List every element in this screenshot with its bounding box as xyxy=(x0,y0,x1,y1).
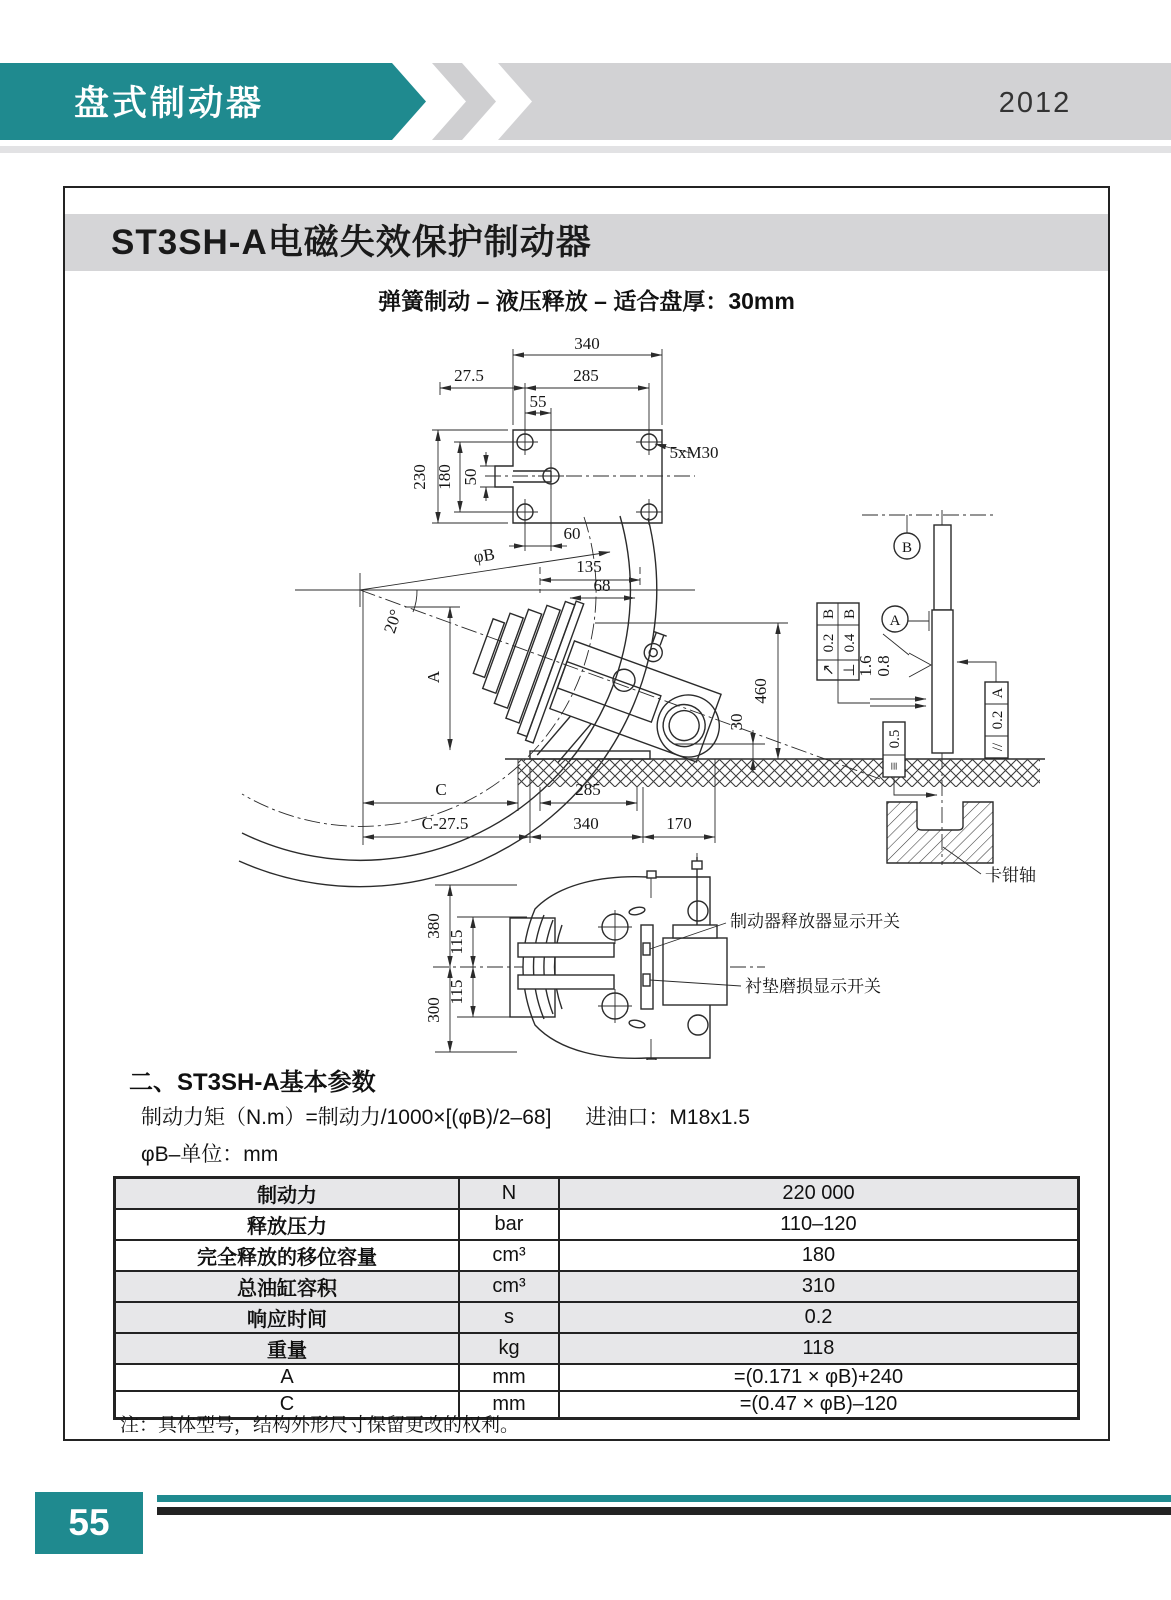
table-row xyxy=(115,1178,1079,1210)
axle-label: 卡钳轴 xyxy=(985,866,1036,885)
param-name: C xyxy=(115,1391,460,1419)
perpendicularity-value: 0.4 xyxy=(842,633,858,653)
param-name: 释放压力 xyxy=(115,1209,460,1240)
param-value: 180 xyxy=(559,1240,1079,1271)
perpendicularity-symbol: ⊥ xyxy=(842,663,858,677)
param-unit: s xyxy=(459,1302,559,1333)
dim-135: 135 xyxy=(576,557,602,576)
dim-C: C xyxy=(435,780,447,799)
mounting-plate-outline xyxy=(495,430,662,523)
parallelism-datum: A xyxy=(990,687,1006,699)
dim-60: 60 xyxy=(563,524,581,543)
page-title: ST3SH-A电磁失效保护制动器 xyxy=(111,223,592,262)
formula-line xyxy=(141,1101,750,1131)
dim-340: 340 xyxy=(574,334,600,353)
extension-lines xyxy=(435,885,527,1052)
switch-bracket xyxy=(641,925,653,1009)
dim-285: 285 xyxy=(573,366,599,385)
dim-angle: 20° xyxy=(380,607,406,636)
front-view xyxy=(424,853,900,1060)
dim-55: 55 xyxy=(529,392,547,411)
tolerance-frame-runout-perp xyxy=(817,603,859,680)
param-value: 0.2 xyxy=(559,1302,1079,1333)
pad-rail-top xyxy=(518,943,614,957)
dim-300: 300 xyxy=(424,997,443,1023)
year-label: 2012 xyxy=(998,87,1072,119)
table-row xyxy=(115,1364,1079,1391)
runout-symbol: ↗ xyxy=(821,663,837,677)
disc-section-lower xyxy=(932,610,953,753)
param-unit: cm³ xyxy=(459,1240,559,1271)
dimension-lines xyxy=(450,885,473,1052)
title-band xyxy=(65,214,1108,271)
roughness-max: 1.6 xyxy=(856,655,875,677)
chevron-icon xyxy=(432,63,496,140)
table-row xyxy=(115,1209,1079,1240)
content-box xyxy=(63,186,1110,1441)
perpendicularity-datum: B xyxy=(842,608,858,620)
table-row xyxy=(115,1302,1079,1333)
tolerance-frame-parallel xyxy=(985,682,1008,758)
dim-68: 68 xyxy=(593,576,611,595)
param-value: 118 xyxy=(559,1333,1079,1364)
section-heading: 二、ST3SH-A基本参数 xyxy=(129,1069,376,1096)
dim-170: 170 xyxy=(666,814,692,833)
dim-340: 340 xyxy=(573,814,599,833)
parallelism-symbol: // xyxy=(990,742,1006,752)
dim-460: 460 xyxy=(751,678,770,704)
disc-section-upper xyxy=(934,525,951,610)
thread-callout: 5xM30 xyxy=(669,443,719,462)
banner-title: 盘式制动器 xyxy=(74,84,265,123)
dim-A: A xyxy=(424,670,443,684)
param-unit: kg xyxy=(459,1333,559,1364)
param-unit: N xyxy=(459,1178,559,1210)
param-name: 制动力 xyxy=(115,1178,460,1210)
runout-value: 0.2 xyxy=(821,633,837,653)
datum-A-label: A xyxy=(889,613,901,629)
param-value: 310 xyxy=(559,1271,1079,1302)
param-value: 110–120 xyxy=(559,1209,1079,1240)
dim-380: 380 xyxy=(424,913,443,939)
dim-phiB: φB xyxy=(472,544,497,567)
dim-50: 50 xyxy=(461,468,480,486)
subtitle: 弹簧制动 – 液压释放 – 适合盘厚：30mm xyxy=(378,288,795,314)
switch-release-label: 制动器释放器显示开关 xyxy=(730,912,900,931)
symmetry-symbol: ≡ xyxy=(887,761,903,771)
footer-line-black xyxy=(157,1507,1171,1515)
oil-port-spec: 进油口：M18x1.5 xyxy=(585,1106,750,1129)
torque-formula: 制动力矩（N.m）=制动力/1000×[(φB)/2–68] xyxy=(141,1106,552,1129)
tolerance-frame-symmetry xyxy=(883,722,905,777)
dim-115-bottom: 115 xyxy=(447,979,466,1005)
symmetry-value: 0.5 xyxy=(887,729,903,749)
bolt-holes xyxy=(512,429,662,525)
dim-285: 285 xyxy=(575,780,601,799)
parameters-table xyxy=(113,1176,1080,1420)
table-row xyxy=(115,1240,1079,1271)
runout-datum: B xyxy=(821,608,837,620)
footer-line-teal xyxy=(157,1495,1171,1502)
param-name: 总油缸容积 xyxy=(115,1271,460,1302)
dim-27-5: 27.5 xyxy=(454,366,484,385)
parallelism-value: 0.2 xyxy=(990,710,1006,730)
datum-B-label: B xyxy=(901,540,913,556)
param-name: A xyxy=(115,1364,460,1391)
dim-30: 30 xyxy=(727,713,746,731)
param-name: 响应时间 xyxy=(115,1302,460,1333)
switch-wear-label: 衬垫磨损显示开关 xyxy=(745,977,881,996)
param-unit: mm xyxy=(459,1391,559,1419)
top-view xyxy=(410,334,719,551)
param-unit: cm³ xyxy=(459,1271,559,1302)
param-unit: mm xyxy=(459,1364,559,1391)
unit-note: φB–单位：mm xyxy=(141,1143,279,1166)
pad-rail-bottom xyxy=(518,975,614,989)
dim-180: 180 xyxy=(435,464,454,490)
page-number: 55 xyxy=(35,1492,143,1554)
dim-C-27-5: C-27.5 xyxy=(421,814,469,833)
param-value: =(0.171 × φB)+240 xyxy=(559,1364,1079,1391)
param-value: =(0.47 × φB)–120 xyxy=(559,1391,1079,1419)
header-banner xyxy=(0,0,1171,160)
param-value: 220 000 xyxy=(559,1178,1079,1210)
param-name: 完全释放的移位容量 xyxy=(115,1240,460,1271)
footnote: 注：具体型号，结构外形尺寸保留更改的权利。 xyxy=(120,1415,520,1436)
table-row xyxy=(115,1271,1079,1302)
axle-mount-section xyxy=(887,802,993,863)
roughness-min: 0.8 xyxy=(874,655,893,677)
release-solenoid xyxy=(663,938,727,1005)
section-view xyxy=(817,510,1036,885)
technical-drawing xyxy=(65,325,1110,1060)
dim-115-top: 115 xyxy=(447,929,466,955)
dim-230: 230 xyxy=(410,464,429,490)
anchor-plate xyxy=(530,751,650,759)
table-row xyxy=(115,1333,1079,1364)
header-divider xyxy=(0,146,1171,153)
param-unit: bar xyxy=(459,1209,559,1240)
param-name: 重量 xyxy=(115,1333,460,1364)
